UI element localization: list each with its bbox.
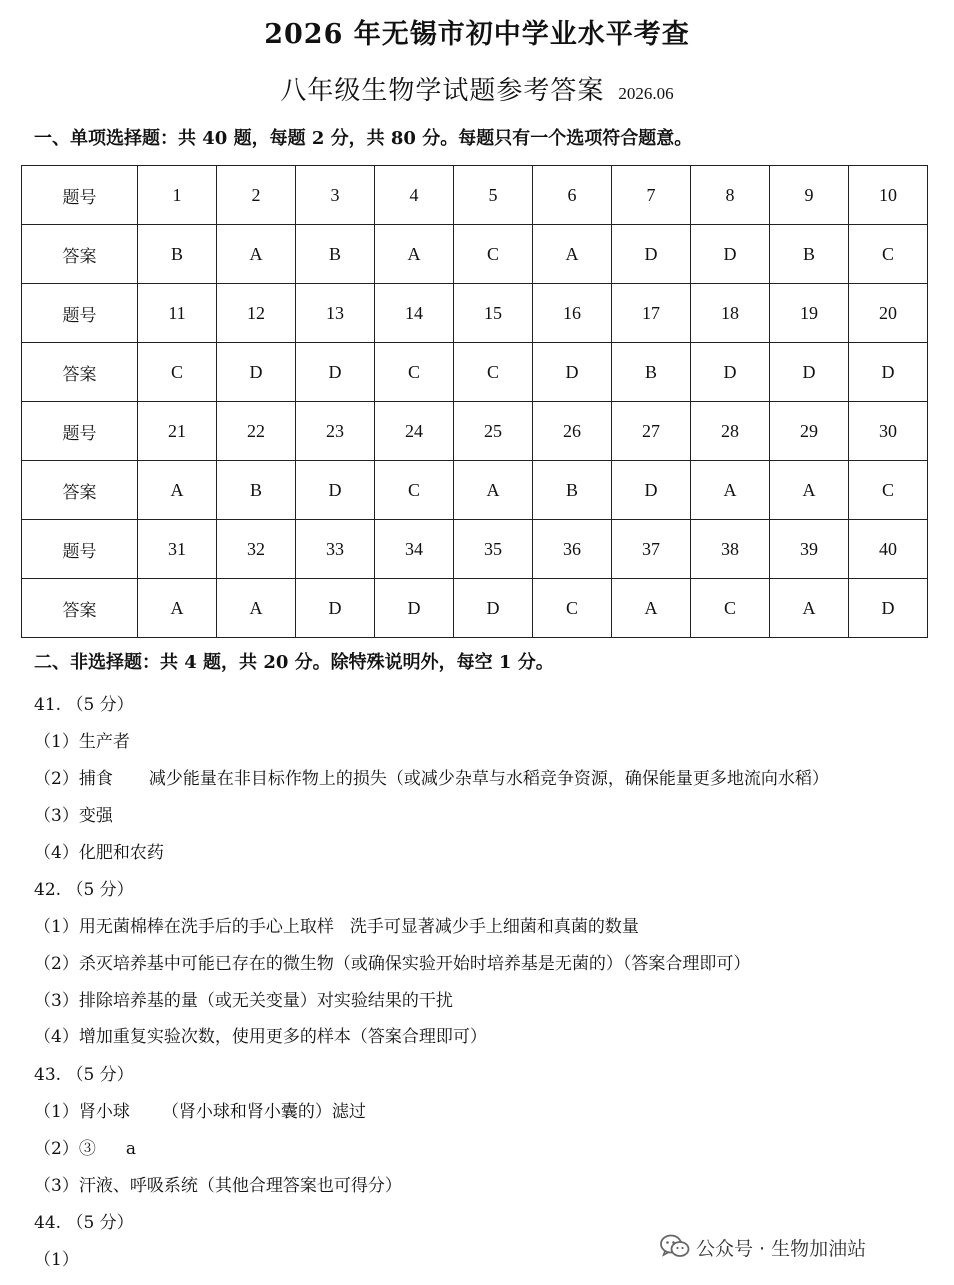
q44-title: 44. （5 分）: [34, 1213, 134, 1233]
question-number-cell: 23: [296, 402, 375, 461]
question-number-cell: 14: [375, 284, 454, 343]
question-number-cell: 40: [849, 520, 928, 579]
section1-heading: 一、单项选择题：共 40 题，每题 2 分，共 80 分。每题只有一个选项符合题意。: [34, 128, 693, 149]
row-label: 题号: [22, 520, 138, 579]
row-label: 答案: [22, 343, 138, 402]
q42-part1: [34, 912, 639, 937]
question-number-cell: 15: [454, 284, 533, 343]
answer-row: [22, 579, 928, 638]
question-number-cell: 31: [138, 520, 217, 579]
question-number-cell: 7: [612, 166, 691, 225]
answer-cell: A: [138, 579, 217, 638]
answer-cell: D: [612, 461, 691, 520]
question-number-cell: 21: [138, 402, 217, 461]
answer-cell: C: [533, 579, 612, 638]
question-number-cell: 5: [454, 166, 533, 225]
question-number-cell: 12: [217, 284, 296, 343]
question-number-cell: 33: [296, 520, 375, 579]
q43-part2-b: a: [125, 1139, 136, 1159]
question-number-cell: 26: [533, 402, 612, 461]
answer-cell: A: [612, 579, 691, 638]
answer-cell: A: [770, 461, 849, 520]
question-number-row: [22, 166, 928, 225]
answer-cell: C: [138, 343, 217, 402]
question-number-cell: 35: [454, 520, 533, 579]
answer-cell: C: [375, 461, 454, 520]
question-number-cell: 36: [533, 520, 612, 579]
question-number-row: [22, 520, 928, 579]
question-number-cell: 11: [138, 284, 217, 343]
question-number-cell: 27: [612, 402, 691, 461]
watermark-text: 公众号 · 生物加油站: [696, 1237, 867, 1260]
q42-part2: （2）杀灭培养基中可能已存在的微生物（或确保实验开始时培养基是无菌的）（答案合理即可）: [34, 954, 751, 974]
question-number-cell: 10: [849, 166, 928, 225]
answer-cell: C: [454, 343, 533, 402]
answer-cell: A: [533, 225, 612, 284]
q43-part1: [34, 1097, 366, 1122]
answer-cell: B: [296, 225, 375, 284]
question-number-cell: 34: [375, 520, 454, 579]
q42-part4: （4）增加重复实验次数，使用更多的样本（答案合理即可）: [34, 1027, 487, 1047]
document-date: 2026.06: [618, 84, 674, 103]
q43-part3: （3）汗液、呼吸系统（其他合理答案也可得分）: [34, 1176, 402, 1196]
q43-part2: [34, 1134, 136, 1159]
answer-cell: C: [849, 461, 928, 520]
document-subtitle: [0, 70, 954, 107]
answer-cell: D: [770, 343, 849, 402]
answer-cell: D: [296, 343, 375, 402]
answer-cell: D: [691, 343, 770, 402]
answer-cell: D: [296, 579, 375, 638]
q43-title: 43. （5 分）: [34, 1065, 134, 1085]
answer-cell: C: [375, 343, 454, 402]
answer-cell: A: [691, 461, 770, 520]
question-number-cell: 22: [217, 402, 296, 461]
question-number-cell: 17: [612, 284, 691, 343]
row-label: 答案: [22, 225, 138, 284]
answer-row: [22, 225, 928, 284]
answer-cell: D: [849, 343, 928, 402]
q43-part2-a: （2）③: [34, 1139, 96, 1159]
answer-cell: D: [533, 343, 612, 402]
question-number-cell: 37: [612, 520, 691, 579]
document-title: 2026 年无锡市初中学业水平考查: [264, 19, 690, 50]
question-number-cell: 25: [454, 402, 533, 461]
answer-cell: D: [612, 225, 691, 284]
q41-part4: （4）化肥和农药: [34, 843, 164, 863]
answer-cell: B: [138, 225, 217, 284]
answer-cell: A: [454, 461, 533, 520]
q41-part2-a: （2）捕食: [34, 769, 113, 789]
question-number-cell: 2: [217, 166, 296, 225]
q43-part1-b: （肾小球和肾小囊的）滤过: [161, 1102, 366, 1122]
row-label: 题号: [22, 166, 138, 225]
answer-cell: D: [296, 461, 375, 520]
question-number-cell: 20: [849, 284, 928, 343]
answer-table: [21, 165, 928, 638]
question-number-cell: 19: [770, 284, 849, 343]
q42-part1-b: 洗手可显著减少手上细菌和真菌的数量: [349, 917, 639, 937]
row-label: 题号: [22, 402, 138, 461]
question-number-cell: 38: [691, 520, 770, 579]
q41-part2-b: 减少能量在非目标作物上的损失（或减少杂草与水稻竞争资源，确保能量更多地流向水稻）: [148, 769, 829, 789]
answer-cell: B: [533, 461, 612, 520]
row-label: 答案: [22, 461, 138, 520]
answer-cell: A: [770, 579, 849, 638]
answer-cell: B: [612, 343, 691, 402]
answer-cell: C: [454, 225, 533, 284]
q41-part1: （1）生产者: [34, 732, 130, 752]
question-number-cell: 3: [296, 166, 375, 225]
q41-part2: [34, 764, 829, 789]
answer-row: [22, 461, 928, 520]
answer-cell: C: [691, 579, 770, 638]
row-label: 答案: [22, 579, 138, 638]
q43-part1-a: （1）肾小球: [34, 1102, 130, 1122]
question-number-row: [22, 284, 928, 343]
answer-cell: A: [217, 225, 296, 284]
answer-cell: B: [770, 225, 849, 284]
answer-row: [22, 343, 928, 402]
answer-cell: D: [691, 225, 770, 284]
row-label: 题号: [22, 284, 138, 343]
answer-cell: A: [217, 579, 296, 638]
question-number-cell: 8: [691, 166, 770, 225]
question-number-cell: 30: [849, 402, 928, 461]
section2-heading: 二、非选择题：共 4 题，共 20 分。除特殊说明外，每空 1 分。: [34, 652, 554, 673]
question-number-cell: 29: [770, 402, 849, 461]
q42-title: 42. （5 分）: [34, 880, 134, 900]
question-number-cell: 1: [138, 166, 217, 225]
answer-cell: D: [217, 343, 296, 402]
answer-cell: D: [849, 579, 928, 638]
answer-cell: A: [138, 461, 217, 520]
question-number-cell: 13: [296, 284, 375, 343]
question-number-cell: 9: [770, 166, 849, 225]
answer-cell: C: [849, 225, 928, 284]
answer-cell: D: [375, 579, 454, 638]
question-number-cell: 18: [691, 284, 770, 343]
q42-part1-a: （1）用无菌棉棒在洗手后的手心上取样: [34, 917, 334, 937]
answer-cell: A: [375, 225, 454, 284]
question-number-cell: 39: [770, 520, 849, 579]
question-number-cell: 24: [375, 402, 454, 461]
answer-cell: D: [454, 579, 533, 638]
question-number-cell: 6: [533, 166, 612, 225]
q42-part3: （3）排除培养基的量（或无关变量）对实验结果的干扰: [34, 991, 453, 1011]
question-number-cell: 32: [217, 520, 296, 579]
q44-part1: （1）: [34, 1250, 79, 1270]
question-number-row: [22, 402, 928, 461]
question-number-cell: 16: [533, 284, 612, 343]
watermark: [660, 1232, 866, 1262]
question-number-cell: 4: [375, 166, 454, 225]
answer-cell: B: [217, 461, 296, 520]
subtitle-text: 八年级生物学试题参考答案: [280, 76, 605, 106]
wechat-icon: [660, 1234, 690, 1260]
question-number-cell: 28: [691, 402, 770, 461]
q41-part3: （3）变强: [34, 806, 113, 826]
q41-title: 41. （5 分）: [34, 695, 134, 715]
